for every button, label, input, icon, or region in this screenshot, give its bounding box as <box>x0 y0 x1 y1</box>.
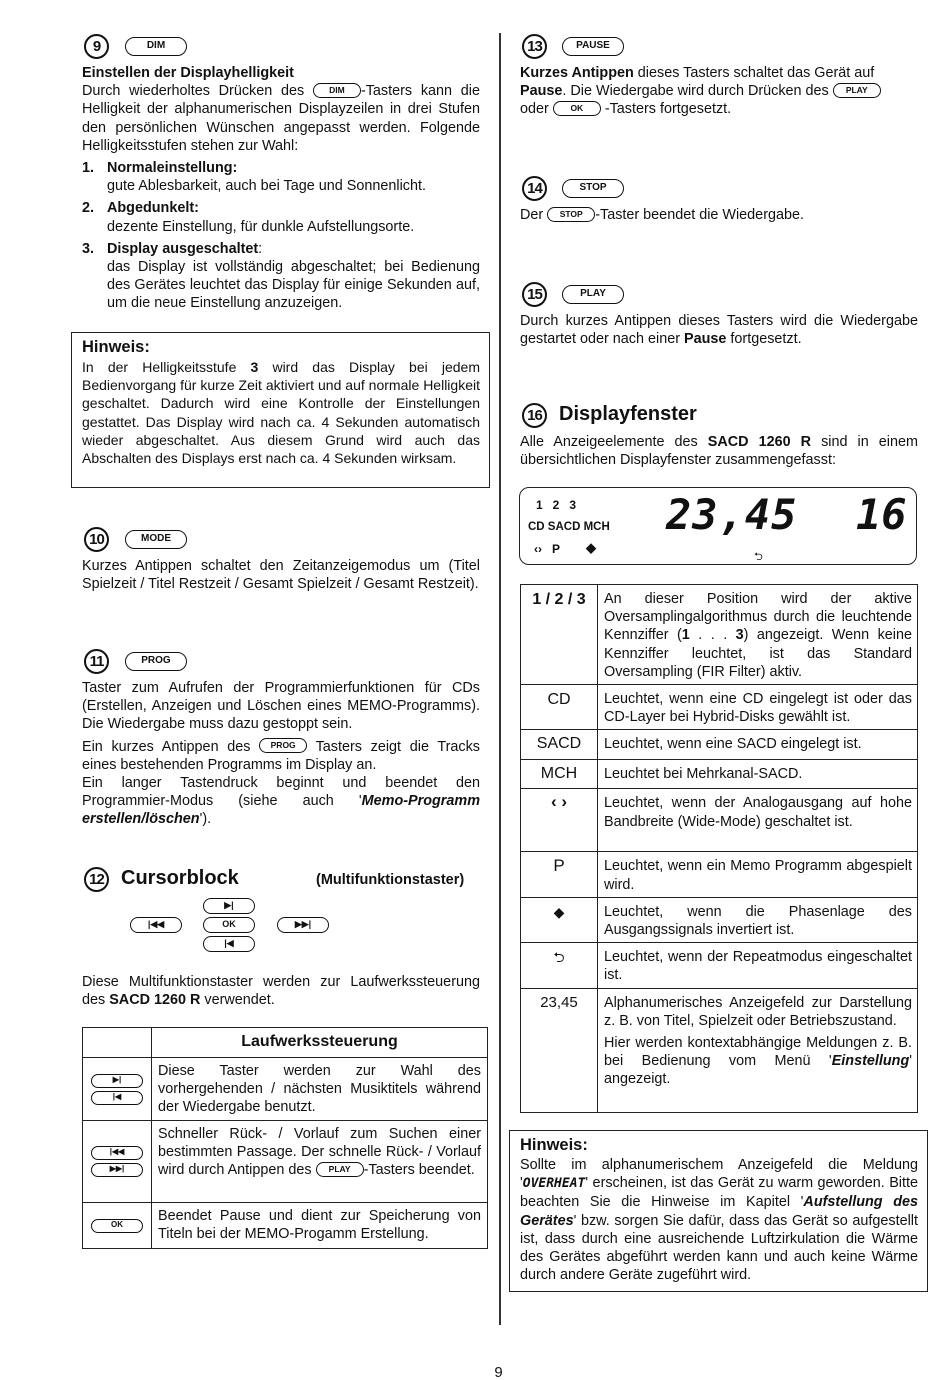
fast-forward-key-icon: ▶▶| <box>91 1163 143 1177</box>
lcd-repeat-icon: ⮌ <box>754 551 763 563</box>
column-divider <box>499 33 501 1325</box>
next-track-button-icon: ▶| <box>203 898 255 914</box>
brightness-item-3: 3. Display ausgeschaltet: das Display ist vollständig abgeschaltet; bei Bedienung des Gerätes leuchtet das Display für einige Sekunden auf, um die neue Einstellung anzuzeigen. <box>82 240 480 312</box>
lcd-time-readout: 23,45 <box>666 490 798 539</box>
hint-box-1 <box>71 332 490 488</box>
section-10-text: Kurzes Antippen schaltet den Zeitanzeigemodus um (Titel Spielzeit / Titel Restzeit / Gesamt Spielzeit / Gesamt Restzeit). <box>82 558 480 593</box>
displayfenster-title: Displayfenster <box>559 403 697 425</box>
wide-mode-icon: ‹ › <box>521 789 598 852</box>
brightness-item-2: 2. Abgedunkelt: dezente Einstellung, für dunkle Aufstellungsorte. <box>82 200 415 235</box>
table-row <box>83 1121 488 1203</box>
table-cell-text: Leuchtet, wenn der Analogausgang auf hohe Bandbreite (Wide-Mode) geschaltet ist. <box>598 789 918 852</box>
rewind-button-icon: |◀◀ <box>130 917 182 933</box>
ok-button-icon: OK <box>203 917 255 933</box>
table-cell-text: Schneller Rück- / Vorlauf zum Suchen einer bestimmten Passage. Der schnelle Rück- / Vorlauf wird durch Antippen des PLAY -Tasters beendet. <box>152 1121 488 1203</box>
section-11-p1: Taster zum Aufrufen der Programmierfunktionen für CDs (Erstellen, Anzeigen und Löschen eines MEMO-Programms). Die Wiedergabe muss dazu gestoppt sein. <box>82 680 480 733</box>
play-button-icon: PLAY <box>562 285 624 304</box>
section-9-body <box>82 64 480 313</box>
hint-box-2 <box>509 1130 928 1292</box>
section-number-16: 16 <box>522 403 547 428</box>
lcd-mode-labels: CD SACD MCH <box>528 521 610 533</box>
table-cell-text: Leuchtet, wenn ein Memo Programm abgespielt wird. <box>598 852 918 897</box>
ok-inline-button-icon: OK <box>553 101 601 116</box>
table-key-alnum: 23,45 <box>521 988 598 1112</box>
table-cell-text: Diese Taster werden zur Wahl des vorhergehenden / nächsten Musiktitels während der Wiedergabe benutzt. <box>152 1058 488 1121</box>
hint-1-title: Hinweis: <box>82 338 150 356</box>
page-number: 9 <box>494 1364 503 1380</box>
table-row <box>521 730 918 760</box>
table-row <box>521 789 918 852</box>
dim-button-icon: DIM <box>125 37 187 56</box>
section-14-text: Der STOP -Taster beendet die Wiedergabe. <box>520 207 804 223</box>
pause-button-icon: PAUSE <box>562 37 624 56</box>
phase-icon: ◆ <box>521 897 598 942</box>
table-row <box>521 585 918 685</box>
stop-inline-button-icon: STOP <box>547 207 595 222</box>
table-cell-text: Beendet Pause und dient zur Speicherung von Titeln bei der MEMO-Progamm Erstellung. <box>152 1203 488 1249</box>
brightness-item-1: 1. Normaleinstellung: gute Ablesbarkeit, auch bei Tage und Sonnenlicht. <box>82 160 426 195</box>
section-number-13: 13 <box>522 34 547 59</box>
hint-2-title: Hinweis: <box>520 1136 588 1154</box>
play-inline-button-icon: PLAY <box>833 83 881 98</box>
lcd-oversampling-digits: 1 2 3 <box>536 498 577 512</box>
hint-2-text: Sollte im alphanumerischem Anzeigefeld die Meldung 'OVERHEAT' erscheinen, ist das Gerät zu warm geworden. Bitte beachten Sie die Hinweise im Kapitel 'Aufstellung des Gerätes' bzw. sorgen Sie dafür, dass das Gerät so aufgestellt ist, dass durch eine ausreichende Luftzirkulation die Wärme des Gerätes abgeführt werden kann und auch keine Wärme durch andere Geräte zugeführt wird. <box>520 1157 919 1284</box>
section-9-paragraph: Durch wiederholtes Drücken des DIM -Tasters kann die Helligkeit der alphanumerischen Displayzeilen in drei Stufen den persönlichen Wünschen angepasst werden. Folgende Helligkeitsstufen stehen zur Wahl: <box>82 83 480 154</box>
section-11-p3: Ein langer Tastendruck beginnt und beendet den Programmier-Modus (siehe auch 'Memo-Programm erstellen/löschen'). <box>82 775 480 828</box>
lcd-phase-icon: ◆ <box>586 540 596 555</box>
hint-1-text: In der Helligkeitsstufe 3 wird das Display bei jedem Bedienvorgang für kurze Zeit aktiviert und auf normale Helligkeit geschaltet. Dadurch wird eine Kontrolle der Einstellungen gestattet. Das Display wird nach ca. 4 Sekunden automatisch wieder abgeschaltet. Aus diesem Grund wird auch das Abschalten des Displays erst nach ca. 4 Sekunden wirksam. <box>82 359 481 467</box>
table-row <box>521 988 918 1112</box>
display-elements-table <box>520 584 918 1113</box>
cursorblock-subtitle: (Multifunktionstaster) <box>316 872 465 888</box>
lcd-track-readout: 16 <box>856 490 907 539</box>
section-11-body <box>82 679 480 829</box>
prev-track-key-icon: |◀ <box>91 1091 143 1105</box>
laufwerk-table <box>82 1027 488 1249</box>
play-inline-button-icon: PLAY <box>316 1162 364 1177</box>
section-15-text: Durch kurzes Antippen dieses Tasters wird die Wiedergabe gestartet oder nach einer Pause fortgesetzt. <box>520 313 918 348</box>
rewind-key-icon: |◀◀ <box>91 1146 143 1160</box>
table-key-p: P <box>521 852 598 897</box>
section-number-11: 11 <box>84 649 109 674</box>
prev-track-button-icon: |◀ <box>203 936 255 952</box>
ok-key-icon: OK <box>91 1219 143 1233</box>
table-row <box>521 852 918 897</box>
table-row <box>521 897 918 942</box>
repeat-icon: ⮌ <box>521 943 598 988</box>
section-11-p2: Ein kurzes Antippen des PROG Tasters zeigt die Tracks eines bestehenden Programms im Display an. <box>82 738 481 773</box>
stop-button-icon: STOP <box>562 179 624 198</box>
table-row <box>521 760 918 789</box>
table-cell-text: Leuchtet, wenn der Repeatmodus eingeschaltet ist. <box>598 943 918 988</box>
dim-inline-button-icon: DIM <box>313 83 361 98</box>
section-number-9: 9 <box>84 34 109 59</box>
table-row <box>83 1203 488 1249</box>
table-cell-text: Leuchtet, wenn die Phasenlage des Ausgangssignals invertiert ist. <box>598 897 918 942</box>
laufwerk-table-title: Laufwerkssteuerung <box>152 1028 488 1058</box>
table-row <box>83 1058 488 1121</box>
lcd-indicator-icons: ‹› P <box>534 542 560 556</box>
prog-button-icon: PROG <box>125 652 187 671</box>
next-track-key-icon: ▶| <box>91 1074 143 1088</box>
table-key-mch: MCH <box>521 760 598 789</box>
table-cell-text: An dieser Position wird der aktive Oversamplingalgorithmus durch die leuchtende Kennziffer (1 . . . 3) angezeigt. Wenn keine Kennziffer leuchtet, ist das Standard Oversampling (FIR Filter) aktiv. <box>598 585 918 685</box>
table-cell-text: Leuchtet, wenn eine CD eingelegt ist oder das CD-Layer bei Hybrid-Disks gewählt ist. <box>598 685 918 730</box>
section-number-14: 14 <box>522 176 547 201</box>
table-key-oversampling: 1 / 2 / 3 <box>521 585 598 685</box>
section-9-title: Einstellen der Displayhelligkeit <box>82 65 294 81</box>
table-cell-text: Leuchtet, wenn eine SACD eingelegt ist. <box>598 730 918 760</box>
cursorblock-text: Diese Multifunktionstaster werden zur Laufwerkssteuerung des SACD 1260 R verwendet. <box>82 974 480 1009</box>
table-cell-text: Leuchtet bei Mehrkanal-SACD. <box>598 760 918 789</box>
section-number-12: 12 <box>84 867 109 892</box>
section-number-15: 15 <box>522 282 547 307</box>
lcd-display <box>519 487 917 565</box>
table-row <box>521 943 918 988</box>
table-row <box>521 685 918 730</box>
mode-button-icon: MODE <box>125 530 187 549</box>
prog-inline-button-icon: PROG <box>259 738 307 753</box>
section-number-10: 10 <box>84 527 109 552</box>
section-13-text: Kurzes Antippen dieses Tasters schaltet das Gerät auf Pause. Die Wiedergabe wird durch Drücken des PLAY oder OK -Tasters fortgesetzt. <box>520 64 918 119</box>
table-key-sacd: SACD <box>521 730 598 760</box>
table-key-cd: CD <box>521 685 598 730</box>
displayfenster-intro: Alle Anzeigeelemente des SACD 1260 R sind in einem übersichtlichen Displayfenster zusammengefasst: <box>520 434 918 469</box>
fast-forward-button-icon: ▶▶| <box>277 917 329 933</box>
cursorblock-title: Cursorblock <box>121 867 239 889</box>
table-cell-text: Alphanumerisches Anzeigefeld zur Darstellung z. B. von Titel, Spielzeit oder Betriebszustand. Hier werden kontextabhängige Meldungen z. B. bei Bedienung vom Menü 'Einstellung' angezeigt. <box>598 988 918 1112</box>
